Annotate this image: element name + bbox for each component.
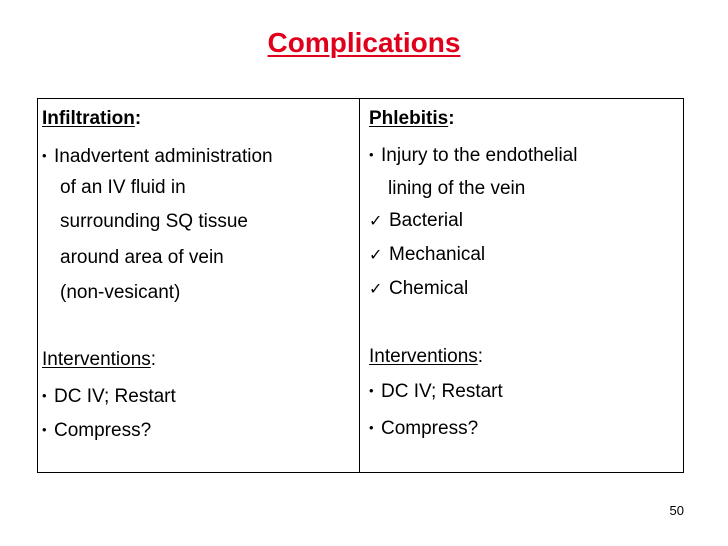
interventions-colon: : — [150, 349, 157, 370]
bullet-icon: • — [42, 422, 47, 437]
infiltration-description-line — [42, 144, 273, 169]
phlebitis-column — [360, 99, 683, 472]
infiltration-intervention-item — [42, 384, 176, 409]
phlebitis-term: Phlebitis — [369, 108, 449, 129]
intervention-text: DC IV; Restart — [381, 381, 503, 402]
bullet-icon: • — [42, 148, 47, 163]
checkmark-icon: ✓ — [369, 281, 383, 298]
bullet-icon: • — [369, 383, 374, 398]
infiltration-term: Infiltration — [42, 108, 135, 129]
checkmark-icon: ✓ — [369, 213, 383, 230]
infiltration-heading — [42, 107, 141, 131]
phlebitis-heading — [369, 107, 455, 131]
page-number: 50 — [669, 503, 684, 518]
infiltration-interventions-heading — [42, 348, 156, 372]
infiltration-column — [38, 99, 360, 472]
phlebitis-description-line: lining of the vein — [388, 178, 526, 199]
infiltration-description-line: around area of vein — [60, 247, 224, 268]
infiltration-intervention-item — [42, 418, 151, 443]
phlebitis-type-text: Bacterial — [389, 210, 463, 231]
phlebitis-type-item — [369, 277, 468, 302]
bullet-icon: • — [369, 147, 374, 162]
phlebitis-intervention-item — [369, 416, 478, 441]
complications-table — [37, 98, 684, 473]
intervention-text: Compress? — [54, 420, 152, 441]
infiltration-description-line: surrounding SQ tissue — [60, 211, 248, 232]
interventions-colon: : — [477, 346, 484, 367]
phlebitis-type-item — [369, 209, 463, 234]
infiltration-description-text: Inadvertent administration — [54, 146, 273, 167]
phlebitis-intervention-item — [369, 379, 503, 404]
slide-title: Complications — [267, 27, 461, 58]
interventions-term: Interventions — [369, 346, 478, 367]
phlebitis-type-item — [369, 243, 485, 268]
intervention-text: DC IV; Restart — [54, 386, 176, 407]
phlebitis-description-text: Injury to the endothelial — [381, 145, 578, 166]
bullet-icon: • — [42, 388, 47, 403]
phlebitis-interventions-heading — [369, 345, 483, 369]
phlebitis-heading-colon: : — [448, 108, 455, 129]
infiltration-description-line: (non-vesicant) — [60, 282, 181, 303]
checkmark-icon: ✓ — [369, 247, 383, 264]
phlebitis-type-text: Mechanical — [389, 244, 486, 265]
infiltration-description-line: of an IV fluid in — [60, 177, 186, 198]
bullet-icon: • — [369, 420, 374, 435]
phlebitis-type-text: Chemical — [389, 278, 469, 299]
intervention-text: Compress? — [381, 418, 479, 439]
interventions-term: Interventions — [42, 349, 151, 370]
phlebitis-description-line — [369, 143, 577, 168]
infiltration-heading-colon: : — [134, 108, 142, 129]
